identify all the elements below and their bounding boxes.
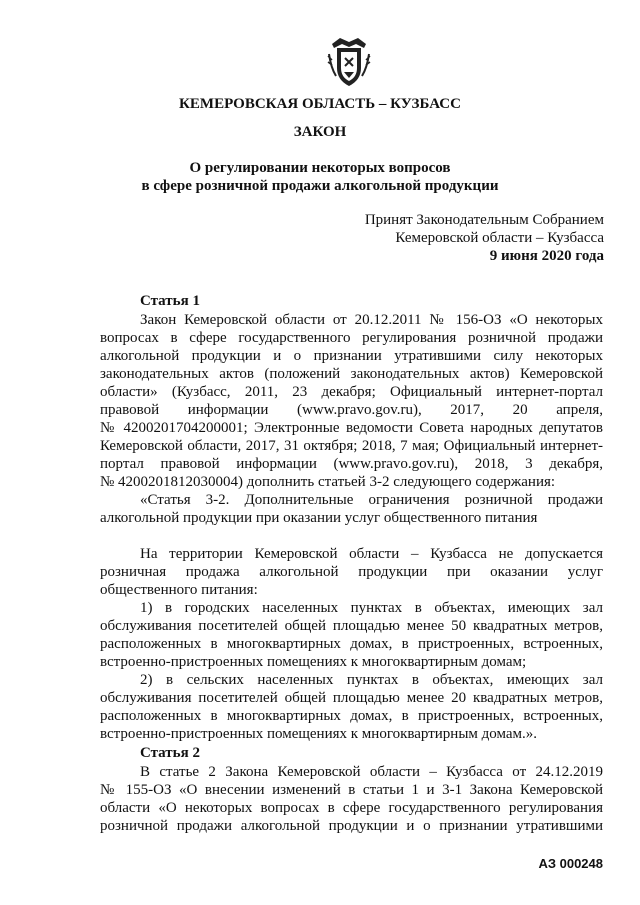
body-text-line: 2) в сельских населенных пунктах в объектах, имеющих зал	[140, 672, 603, 688]
body-text-line: розничная продажа алкогольной продукции при оказании услуг	[100, 564, 603, 580]
body-text-line: «Статья 3-2. Дополнительные ограничения розничной продажи	[140, 492, 603, 508]
law-title-line: в сфере розничной продажи алкогольной продукции	[141, 178, 499, 194]
body-text-line: правовой информации (www.pravo.gov.ru), 2017, 20 апреля,	[100, 402, 603, 418]
coat-of-arms-emblem	[326, 34, 372, 90]
body-text-line: алкогольной продукции и о признании утратившими силу некоторых	[100, 348, 603, 364]
adoption-date: 9 июня 2020 года	[489, 248, 604, 264]
region-heading: КЕМЕРОВСКАЯ ОБЛАСТЬ – КУЗБАСС	[179, 96, 461, 112]
body-text-line: № 4200201704200001; Электронные ведомости Совета народных депутатов	[100, 420, 603, 436]
body-text-line: обслуживания посетителей общей площадью менее 20 квадратных метров,	[100, 690, 603, 706]
body-text-line: Кемеровской области, 2017, 31 октября; 2018, 7 мая; Официальный интернет-	[100, 438, 603, 454]
body-text-line: общественного питания:	[100, 582, 258, 598]
body-text-line: вопросах в сфере государственного регулирования розничной продажи	[100, 330, 603, 346]
body-text-line: № 155-ОЗ «О внесении изменений в статьи 1 и 3-1 Закона Кемеровской	[100, 782, 603, 798]
body-text-line: В статье 2 Закона Кемеровской области – Кузбасса от 24.12.2019	[140, 764, 603, 780]
body-text-line: расположенных в многоквартирных домах, в пристроенных, встроенных,	[100, 636, 603, 652]
body-text-line: розничной продажи алкогольной продукции и о признании утратившими	[100, 818, 603, 834]
adopted-by-line: Принят Законодательным Собранием	[364, 212, 604, 228]
body-text-line: расположенных в многоквартирных домах, в пристроенных, встроенных,	[100, 708, 603, 724]
body-text-line: № 4200201812030004) дополнить статьей 3-2 следующего содержания:	[100, 474, 556, 490]
body-text-line: области» (Кузбасс, 2011, 23 декабря; Официальный интернет-портал	[100, 384, 603, 400]
body-text-line: Закон Кемеровской области от 20.12.2011 № 156-ОЗ «О некоторых	[140, 312, 603, 328]
body-text-line: алкогольной продукции при оказании услуг общественного питания	[100, 510, 538, 526]
document-serial-stamp: АЗ 000248	[538, 856, 603, 871]
article-1-title: Статья 1	[140, 293, 200, 309]
body-text-line: портал правовой информации (www.pravo.gov.ru), 2018, 3 декабря,	[100, 456, 603, 472]
law-title-line: О регулировании некоторых вопросов	[189, 160, 451, 176]
body-text-line: 1) в городских населенных пунктах в объектах, имеющих зал	[140, 600, 603, 616]
article-2-title: Статья 2	[140, 745, 200, 761]
body-text-line: обслуживания посетителей общей площадью менее 50 квадратных метров,	[100, 618, 603, 634]
body-text-line: встроенно-пристроенных помещениях к многоквартирным домам;	[100, 654, 527, 670]
body-text-line: законодательных актов (положений законодательных актов) Кемеровской	[100, 366, 603, 382]
law-type-heading: ЗАКОН	[293, 124, 347, 140]
adopted-by-line: Кемеровской области – Кузбасса	[395, 230, 604, 246]
body-text-line: встроенно-пристроенных помещениях к многоквартирным домам.».	[100, 726, 538, 742]
body-text-line: На территории Кемеровской области – Кузбасса не допускается	[140, 546, 603, 562]
body-text-line: области «О некоторых вопросах в сфере государственного регулирования	[100, 800, 603, 816]
